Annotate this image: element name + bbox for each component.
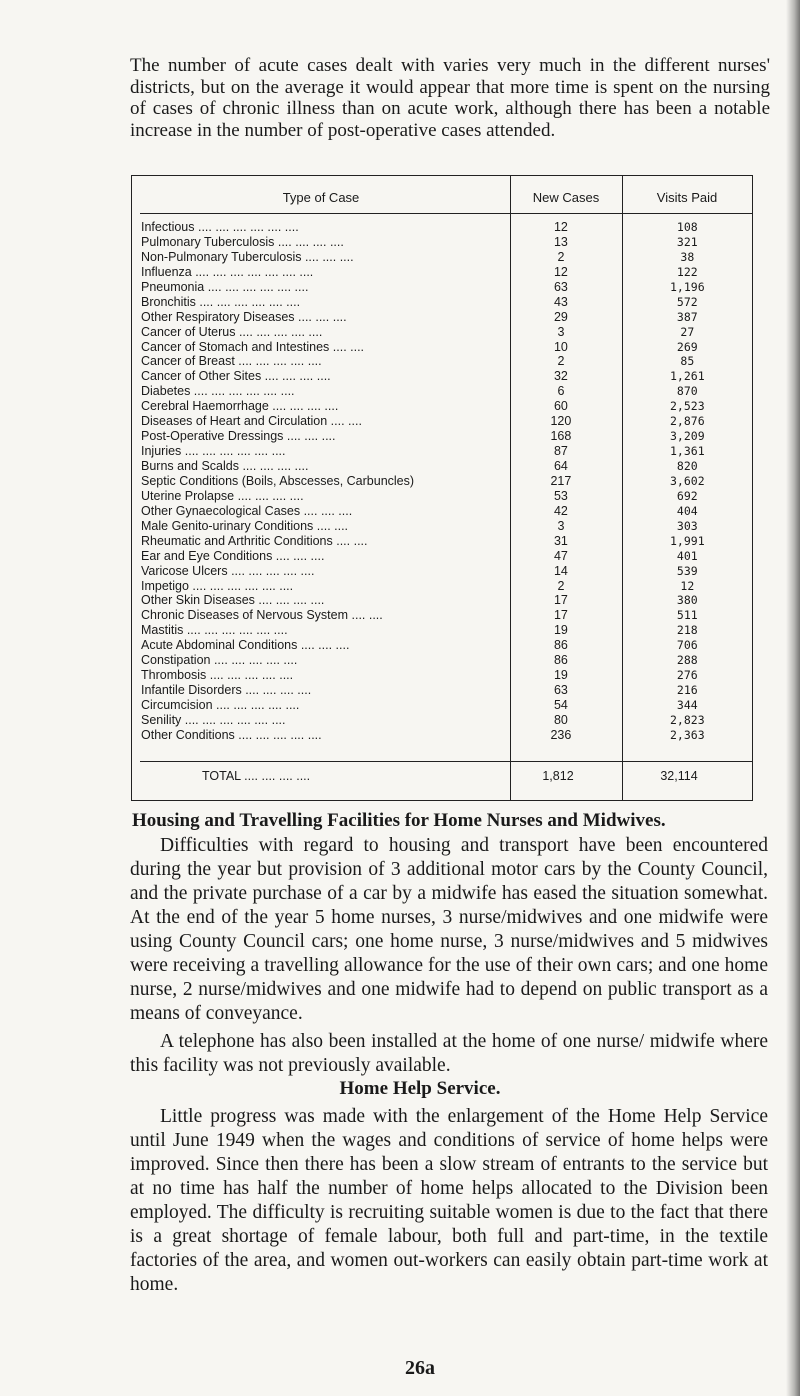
visits-paid-cell: 401: [676, 548, 698, 563]
table-row: [132, 340, 752, 355]
case-type-cell: Non-Pulmonary Tuberculosis .... .... ....: [141, 249, 354, 264]
new-cases-cell: 63: [553, 279, 568, 294]
case-type-cell: Post-Operative Dressings .... .... ....: [141, 429, 336, 444]
case-type-cell: Ear and Eye Conditions .... .... ....: [141, 548, 325, 563]
visits-paid-cell: 108: [676, 220, 698, 234]
new-cases-cell: 17: [553, 608, 568, 623]
new-cases-cell: 3: [557, 324, 565, 339]
case-type-cell: Constipation .... .... .... .... ....: [141, 653, 298, 668]
table-row: [132, 713, 752, 728]
case-type-cell: Bronchitis .... .... .... .... .... ....: [141, 294, 301, 309]
new-cases-cell: 2: [557, 354, 565, 369]
visits-paid-cell: 380: [676, 593, 698, 608]
table-row: [132, 474, 752, 489]
case-type-cell: Acute Abdominal Conditions .... .... ....: [141, 638, 350, 653]
new-cases-cell: 32: [553, 369, 568, 384]
case-type-cell: Mastitis .... .... .... .... .... ....: [141, 623, 288, 638]
table-row: [132, 638, 752, 653]
table-row: [132, 549, 752, 564]
new-cases-cell: 236: [550, 727, 572, 742]
visits-paid-cell: 344: [676, 698, 698, 712]
visits-paid-cell: 12: [680, 578, 695, 593]
case-type-cell: Senility .... .... .... .... .... ....: [141, 712, 286, 727]
housing-paragraph-1: Difficulties with regard to housing and transport have been encountered during the year but provision of 3 additional motor cars by the County Council, and the private purchase of a car by a midwife has eased the situation somewhat. At the end of the year 5 home nurses, 3 nurse/midwives and one midwife were using County Council cars; one home nurse, 3 nurse/midwives and 5 midwives were receiving a travelling allowance for the use of their own cars; and one home nurse, 2 nurse/midwives and one midwife had to depend on public transport as a means of conveyance.: [130, 835, 768, 1024]
table-row: [132, 489, 752, 504]
visits-paid-cell: 870: [676, 384, 698, 399]
visits-paid-cell: 1,361: [670, 444, 705, 459]
visits-paid-cell: 27: [680, 324, 695, 339]
case-type-cell: Cerebral Haemorrhage .... .... .... ....: [141, 399, 339, 414]
table-row: [132, 579, 752, 594]
table-row: [132, 384, 752, 399]
new-cases-cell: 86: [553, 653, 568, 668]
case-type-cell: Cancer of Uterus .... .... .... .... ....: [141, 324, 323, 339]
new-cases-cell: 86: [553, 638, 568, 653]
new-cases-cell: 47: [553, 548, 568, 563]
visits-paid-cell: 321: [676, 234, 698, 249]
visits-paid-cell: 2,363: [670, 727, 705, 742]
new-cases-cell: 29: [553, 309, 568, 324]
table-row: [132, 534, 752, 549]
case-type-cell: Cancer of Stomach and Intestines .... ....: [141, 339, 365, 354]
case-type-cell: Pulmonary Tuberculosis .... .... .... ....: [141, 234, 344, 249]
table-row: [132, 444, 752, 459]
home-help-paragraph: Little progress was made with the enlargement of the Home Help Service until June 1949 when the wages and conditions of service of home helps were improved. Since then there has been a slow stream of entrants to the service but at no time has half the number of home helps allocated to the Division been employed. The difficulty is recruiting suitable women is due to the fact that there is a great shortage of female labour, both full and part-time, in the textile factories of the area, and women out-workers can easily obtain part-time work at home.: [130, 1106, 768, 1295]
new-cases-cell: 120: [550, 414, 572, 429]
total-new-cases: 1,812: [542, 769, 574, 783]
table-row: [132, 399, 752, 414]
case-type-cell: Influenza .... .... .... .... .... .... ....: [141, 264, 314, 279]
new-cases-cell: 54: [553, 698, 568, 712]
table-row: [132, 593, 752, 608]
case-type-cell: Varicose Ulcers .... .... .... .... ....: [141, 563, 315, 578]
header-type-of-case: Type of Case: [282, 190, 360, 205]
visits-paid-cell: 276: [676, 668, 698, 683]
case-type-cell: Injuries .... .... .... .... .... ....: [141, 444, 286, 459]
new-cases-cell: 14: [553, 563, 568, 578]
new-cases-cell: 43: [553, 294, 568, 309]
intro-paragraph: The number of acute cases dealt with varies very much in the different nurses' districts, but on the average it would appear that more time is spent on the nursing of cases of chronic illness than on acute work, although there has been a notable increase in the number of post-operative cases attended.: [130, 55, 770, 141]
new-cases-cell: 217: [550, 473, 572, 488]
visits-paid-cell: 38: [680, 249, 695, 264]
new-cases-cell: 12: [553, 220, 568, 234]
new-cases-cell: 87: [553, 444, 568, 459]
table-row: [132, 310, 752, 325]
case-type-cell: Cancer of Breast .... .... .... .... ....: [141, 354, 322, 369]
case-type-cell: Diabetes .... .... .... .... .... ....: [141, 384, 295, 399]
visits-paid-cell: 511: [676, 608, 698, 623]
visits-paid-cell: 387: [676, 309, 698, 324]
visits-paid-cell: 404: [676, 503, 698, 518]
visits-paid-cell: 692: [676, 488, 698, 503]
visits-paid-cell: 1,196: [670, 279, 705, 294]
page-edge-shadow: [786, 0, 800, 1396]
case-type-cell: Infectious .... .... .... .... .... ....: [141, 220, 299, 234]
header-visits-paid: Visits Paid: [656, 190, 718, 205]
new-cases-cell: 6: [557, 384, 565, 399]
new-cases-cell: 60: [553, 399, 568, 414]
visits-paid-cell: 303: [676, 518, 698, 533]
table-row: [132, 728, 752, 743]
case-type-cell: Impetigo .... .... .... .... .... ....: [141, 578, 294, 593]
new-cases-cell: 42: [553, 503, 568, 518]
new-cases-cell: 10: [553, 339, 568, 354]
case-type-cell: Other Skin Diseases .... .... .... ....: [141, 593, 325, 608]
section-heading-housing: Housing and Travelling Facilities for Home Nurses and Midwives.: [132, 810, 666, 831]
total-row: [132, 769, 752, 783]
new-cases-cell: 2: [557, 249, 565, 264]
visits-paid-cell: 820: [676, 459, 698, 473]
visits-paid-cell: 1,991: [670, 533, 705, 548]
cases-table: [131, 175, 753, 801]
new-cases-cell: 3: [557, 518, 565, 533]
visits-paid-cell: 122: [676, 264, 698, 279]
visits-paid-cell: 216: [676, 683, 698, 698]
visits-paid-cell: 539: [676, 563, 698, 578]
case-type-cell: Rheumatic and Arthritic Conditions .... ....: [141, 533, 368, 548]
total-rule: [140, 761, 752, 762]
table-row: [132, 698, 752, 713]
new-cases-cell: 64: [553, 459, 568, 473]
case-type-cell: Burns and Scalds .... .... .... ....: [141, 459, 309, 473]
new-cases-cell: 63: [553, 683, 568, 698]
new-cases-cell: 80: [553, 712, 568, 727]
case-type-cell: Male Genito-urinary Conditions .... ....: [141, 518, 349, 533]
visits-paid-cell: 269: [676, 339, 698, 354]
visits-paid-cell: 218: [676, 623, 698, 638]
housing-paragraph-2: A telephone has also been installed at the home of one nurse/ midwife where this facility was not previously available.: [130, 1031, 768, 1076]
table-row: [132, 295, 752, 310]
table-row: [132, 369, 752, 384]
visits-paid-cell: 288: [676, 653, 698, 668]
table-row: [132, 623, 752, 638]
visits-paid-cell: 1,261: [670, 369, 705, 384]
table-row: [132, 504, 752, 519]
case-type-cell: Other Gynaecological Cases .... .... ....: [141, 503, 353, 518]
new-cases-cell: 53: [553, 488, 568, 503]
case-type-cell: Pneumonia .... .... .... .... .... ....: [141, 279, 309, 294]
section-heading-home-help: Home Help Service.: [339, 1078, 501, 1099]
table-row: [132, 220, 752, 235]
table-body: [132, 220, 752, 743]
new-cases-cell: 19: [553, 623, 568, 638]
visits-paid-cell: 85: [680, 354, 695, 369]
new-cases-cell: 12: [553, 264, 568, 279]
new-cases-cell: 168: [550, 429, 572, 444]
visits-paid-cell: 706: [676, 638, 698, 653]
new-cases-cell: 2: [557, 578, 565, 593]
header-new-cases: New Cases: [532, 190, 600, 205]
table-row: [132, 265, 752, 280]
table-row: [132, 459, 752, 474]
case-type-cell: Chronic Diseases of Nervous System .... ....: [141, 608, 383, 623]
visits-paid-cell: 2,876: [670, 414, 705, 429]
table-row: [132, 280, 752, 295]
table-row: [132, 683, 752, 698]
case-type-cell: Thrombosis .... .... .... .... ....: [141, 668, 294, 683]
visits-paid-cell: 2,823: [670, 712, 705, 727]
new-cases-cell: 19: [553, 668, 568, 683]
case-type-cell: Other Respiratory Diseases .... .... ....: [141, 309, 347, 324]
case-type-cell: Other Conditions .... .... .... .... ....: [141, 727, 322, 742]
table-row: [132, 519, 752, 534]
case-type-cell: Diseases of Heart and Circulation .... ....: [141, 414, 362, 429]
header-rule: [140, 213, 752, 214]
total-visits-paid: 32,114: [660, 769, 698, 783]
case-type-cell: Uterine Prolapse .... .... .... ....: [141, 488, 304, 503]
case-type-cell: Circumcision .... .... .... .... ....: [141, 698, 300, 712]
table-row: [132, 429, 752, 444]
table-row: [132, 564, 752, 579]
table-row: [132, 668, 752, 683]
case-type-cell: Cancer of Other Sites .... .... .... ....: [141, 369, 331, 384]
new-cases-cell: 13: [553, 234, 568, 249]
table-row: [132, 325, 752, 340]
total-label: TOTAL .... .... .... ....: [202, 769, 311, 783]
visits-paid-cell: 2,523: [670, 399, 705, 414]
table-row: [132, 354, 752, 369]
new-cases-cell: 31: [553, 533, 568, 548]
case-type-cell: Septic Conditions (Boils, Abscesses, Carbuncles): [141, 473, 415, 488]
visits-paid-cell: 3,209: [670, 429, 705, 444]
table-row: [132, 608, 752, 623]
table-row: [132, 235, 752, 250]
visits-paid-cell: 572: [676, 294, 698, 309]
table-row: [132, 414, 752, 429]
new-cases-cell: 17: [553, 593, 568, 608]
table-row: [132, 653, 752, 668]
case-type-cell: Infantile Disorders .... .... .... ....: [141, 683, 312, 698]
visits-paid-cell: 3,602: [670, 473, 705, 488]
page-number: 26a: [405, 1357, 435, 1379]
table-row: [132, 250, 752, 265]
